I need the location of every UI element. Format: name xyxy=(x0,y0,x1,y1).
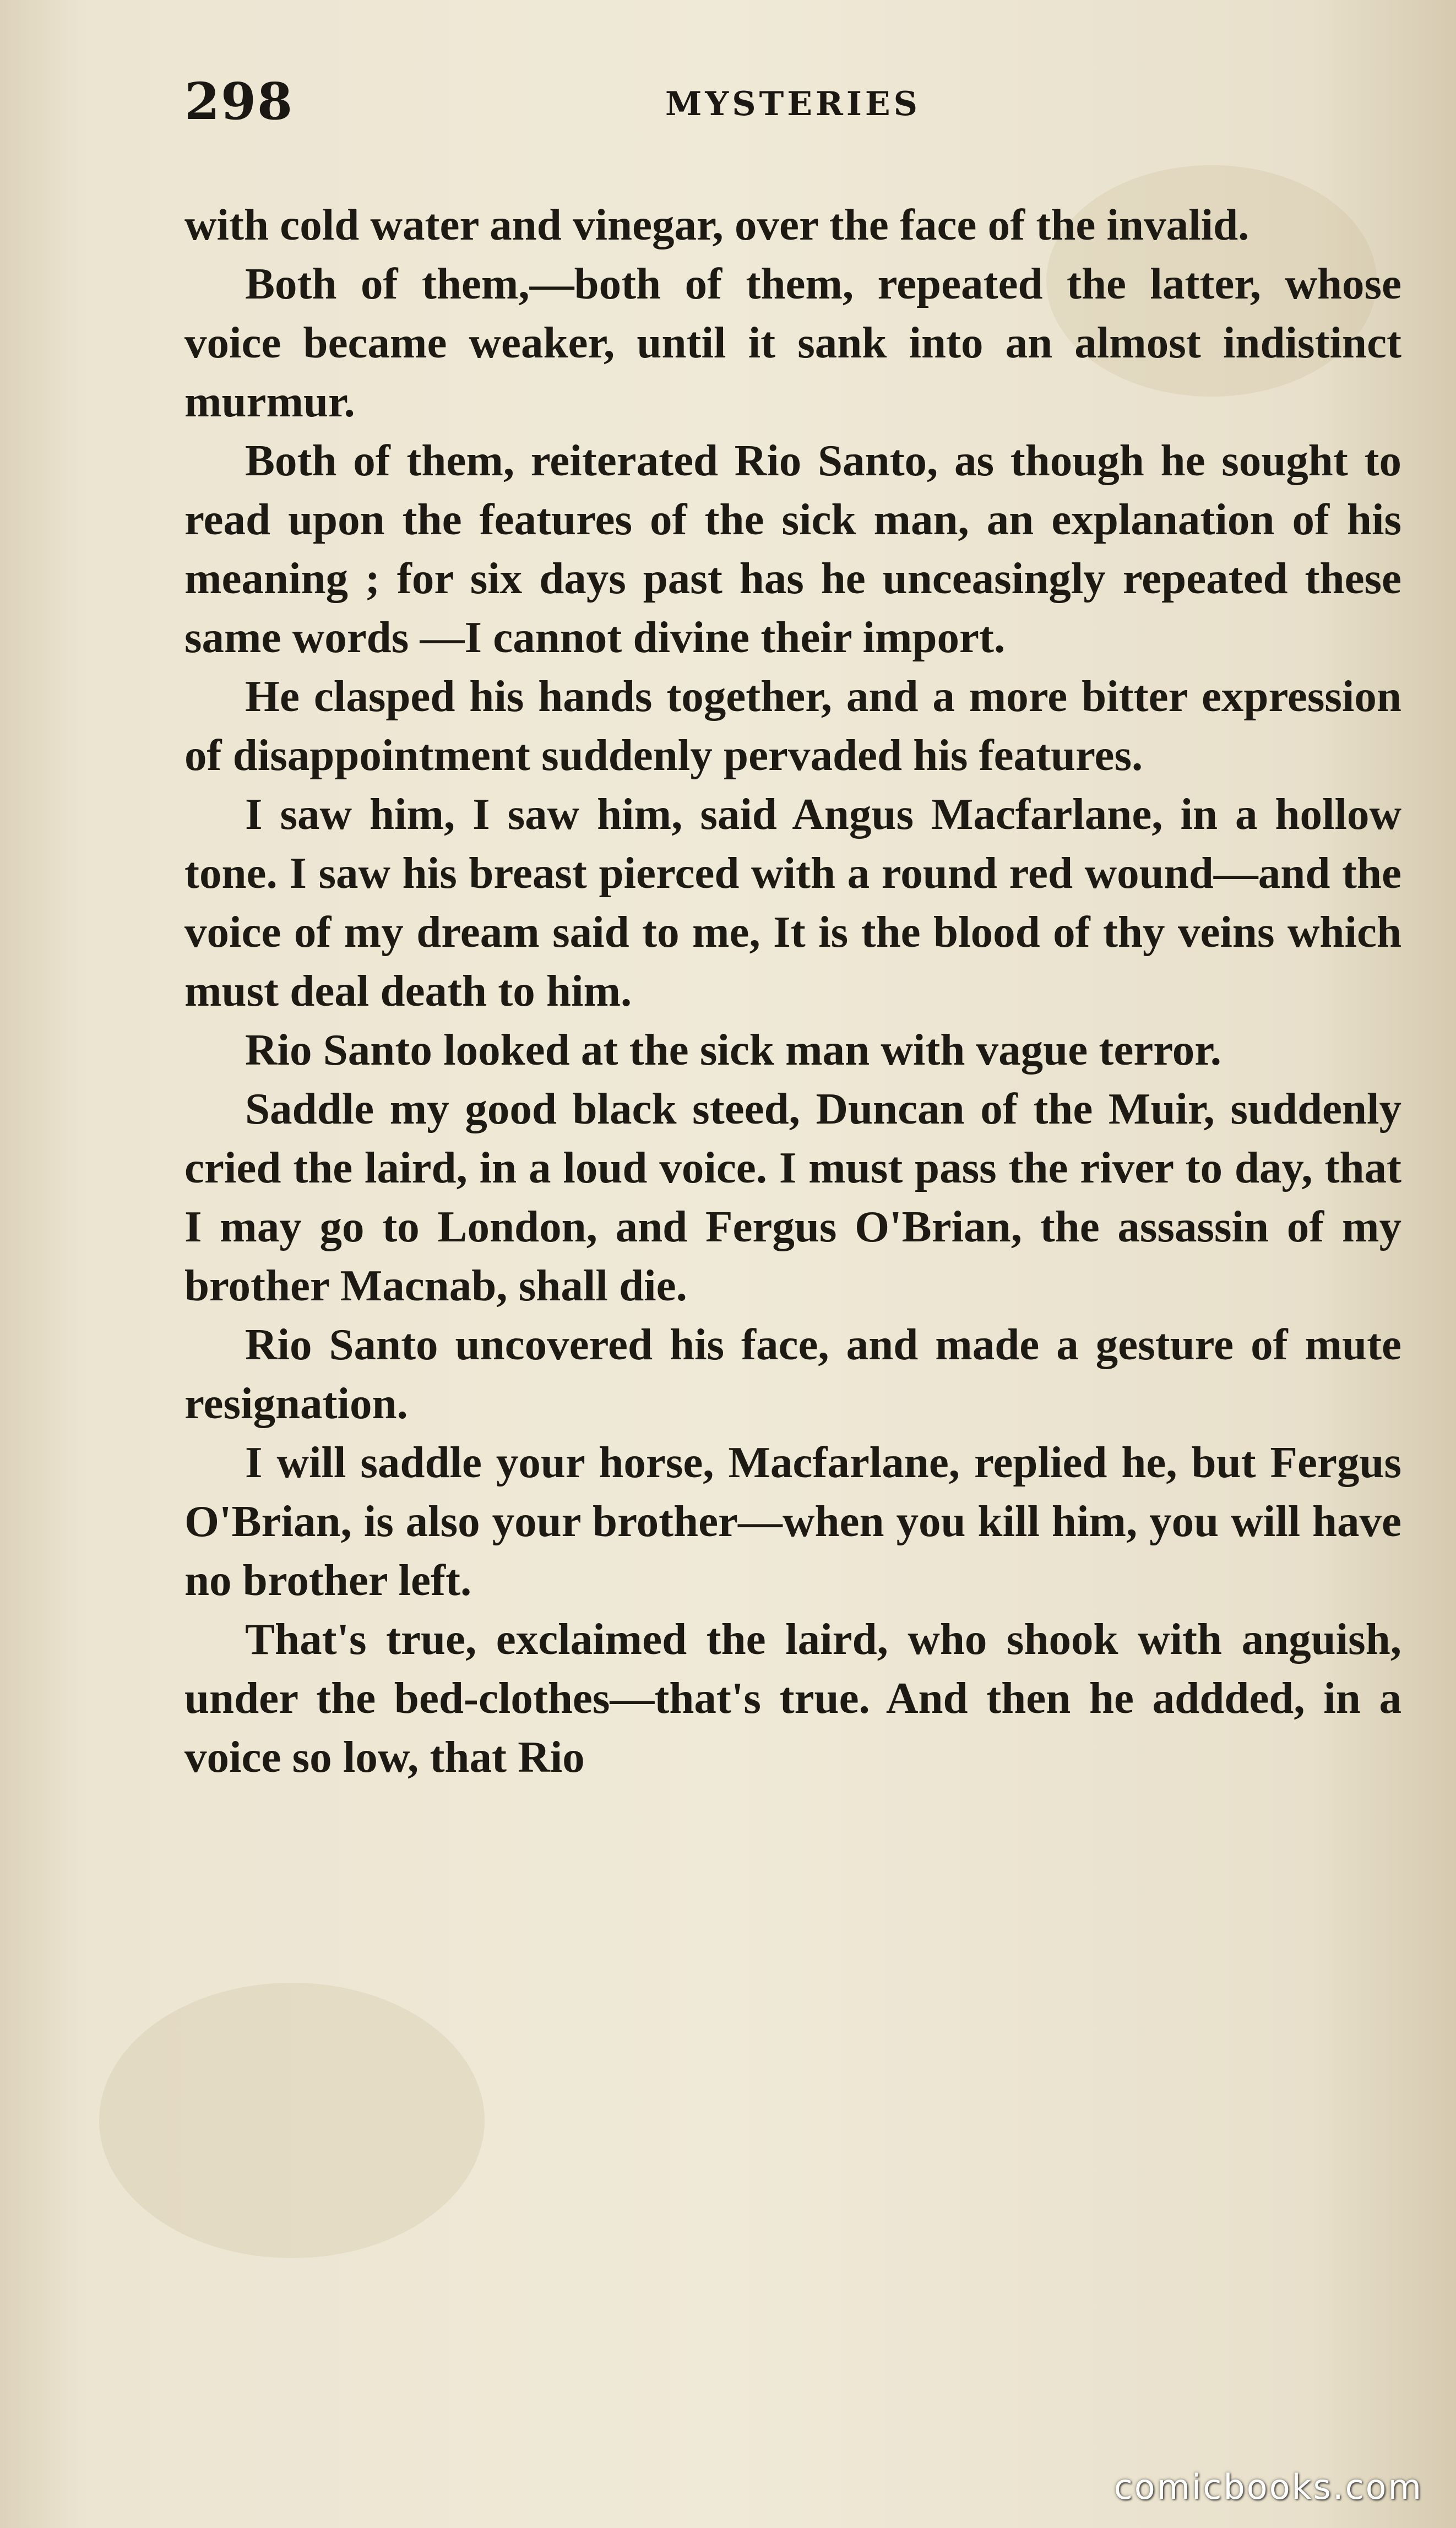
paragraph: with cold water and vinegar, over the face of the invalid. xyxy=(184,200,1249,249)
page-number: 298 xyxy=(184,72,294,131)
watermark: comicbooks.com xyxy=(1113,2467,1423,2507)
running-head: MYSTERIES xyxy=(665,85,921,123)
paragraph: I saw him, I saw him, said Angus Macfarlane, in a hollow tone. I saw his breast pierced with a round red wound—and the voice of my dream said to me, It is the blood of thy veins which must deal death to him. xyxy=(184,789,1401,1016)
paragraph: That's true, exclaimed the laird, who shook with anguish, under the bed-clothes—that's true. And then he addded, in a voice so low, that Rio xyxy=(184,1614,1401,1782)
paragraph: Both of them,—both of them, repeated the latter, whose voice became weaker, until it sank into an almost indistinct murmur. xyxy=(184,259,1401,426)
body-text xyxy=(184,196,1401,1787)
paragraph: Both of them, reiterated Rio Santo, as though he sought to read upon the features of the sick man, an explanation of his meaning ; for six days past has he unceasingly repeated these same words —I cannot divine their import. xyxy=(184,436,1401,662)
paragraph: He clasped his hands together, and a more bitter expression of disappointment suddenly pervaded his features. xyxy=(184,671,1401,780)
paragraph: Rio Santo uncovered his face, and made a gesture of mute resignation. xyxy=(184,1320,1401,1428)
paper-stain xyxy=(99,1983,485,2258)
paragraph: Saddle my good black steed, Duncan of the Muir, suddenly cried the laird, in a loud voice. I must pass the river to day, that I may go to London, and Fergus O'Brian, the assassin of my brother Macnab, shall die. xyxy=(184,1084,1401,1310)
paragraph: Rio Santo looked at the sick man with vague terror. xyxy=(245,1025,1222,1075)
page-header xyxy=(184,72,1401,132)
paragraph: I will saddle your horse, Macfarlane, replied he, but Fergus O'Brian, is also your brother—when you kill him, you will have no brother left. xyxy=(184,1437,1401,1605)
